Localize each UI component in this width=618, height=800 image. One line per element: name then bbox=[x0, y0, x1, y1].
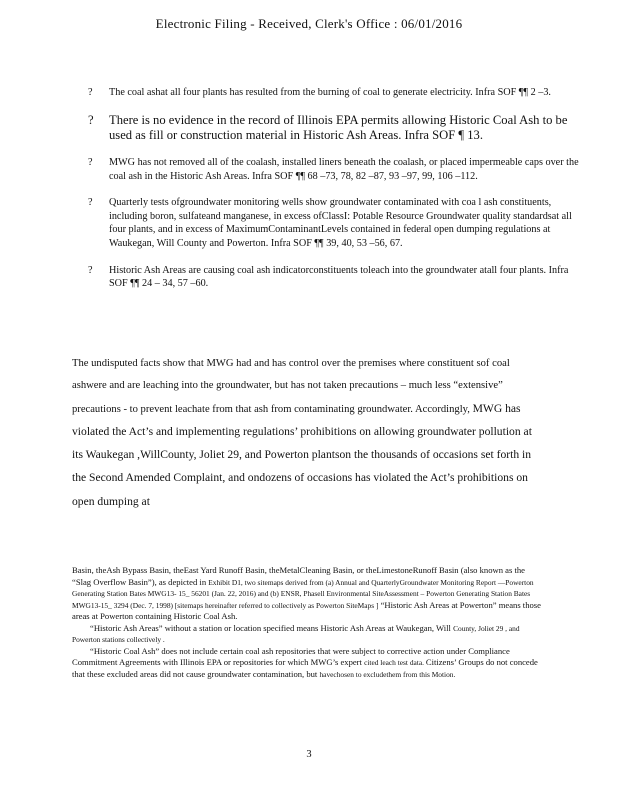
footnote-1-definition: “Historic Ash Areas at Powerton” means those areas at Powerton containing Historic Coal Ash. bbox=[72, 599, 541, 621]
page-number: 3 bbox=[306, 749, 312, 760]
bullet-text: Quarterly tests ofgroundwater monitoring wells show groundwater contaminated with coa l ash constituents, including boron, sulfateand manganese, in excess ofClassI: Potable Resource Groundwater quality standardsat all four plants, and in excess of MaximumContaminantLevels contained in federal open dumping regulations at Waukegan, Will County and Powerton. Infra SOF ¶¶ 39, 40, 53 –56, 67. bbox=[109, 197, 572, 249]
bullet-mark: ? bbox=[88, 197, 93, 209]
bullet-item bbox=[88, 156, 588, 183]
bullet-mark: ? bbox=[88, 264, 93, 276]
footnote-2-text: “Historic Ash Areas” without a station or location specified means Historic Ash Areas at Waukegan, Will bbox=[90, 622, 454, 633]
body-text-part1: The undisputed facts show that MWG had and has control over the premises where constituent sof coal ashwere and are leaching into the groundwater, but has not taken precautions – much less “extensive” precautions - to prevent leachate from that ash from contaminating groundwater. Accordingly, bbox=[72, 358, 510, 415]
body-text-part2: MWG has violated the Act’s and implementing regulations’ prohibitions on allowing groundwater pollution at its Waukegan ,WillCounty, Joliet 29, and Powerton plantson the thousands of occasions set forth in the Second Amended Complaint, and ondozens of occasions has violated the Act’s prohibitions on open dumping at bbox=[72, 401, 532, 508]
bullet-text: MWG has not removed all of the coalash, installed liners beneath the coalash, or placed impermeable caps over the coal ash in the Historic Ash Areas. Infra SOF ¶¶ 68 –73, 78, 82 –87, 93 –97, 99, 106 –112. bbox=[109, 157, 579, 182]
footnote-3 bbox=[72, 646, 542, 681]
body-paragraph bbox=[72, 353, 532, 514]
footnote-2-stations: County, Joliet 29 , and Powerton stations collectively . bbox=[72, 623, 520, 644]
bullet-item bbox=[88, 86, 588, 100]
footnote-1-citation: Exhibit D1, two sitemaps derived from (a) Annual and QuarterlyGroundwater Monitoring Report —Powerton Generating Station Bates MWG13- 15_ 56201 (Jan. 22, 2016) and (b) ENSR, Phasell Environmental SiteAssessment – Powerton Generating Station Bates MWG13-15_ 3294 (Dec. 7, 1998) [sitemaps hereinafter referred to collectively as Powerton SiteMaps ] bbox=[72, 577, 534, 610]
bullet-text: Historic Ash Areas are causing coal ash indicatorconstituents toleach into the groundwater atall four plants. Infra SOF ¶¶ 24 – 34, 57 –60. bbox=[109, 264, 569, 290]
footnote-2 bbox=[72, 623, 542, 646]
bullet-mark: ? bbox=[88, 87, 93, 98]
bullet-item bbox=[88, 196, 588, 250]
footnotes bbox=[72, 565, 542, 680]
bullet-text: The coal ashat all four plants has resulted from the burning of coal to generate electricity. Infra SOF ¶¶ 2 –3. bbox=[109, 87, 551, 98]
bullet-list bbox=[88, 86, 588, 304]
bullet-mark: ? bbox=[88, 157, 93, 168]
bullet-text: There is no evidence in the record of Illinois EPA permits allowing Historic Coal Ash to be used as fill or construction material in Historic Ash Areas. Infra SOF ¶ 13. bbox=[109, 112, 568, 142]
bullet-item bbox=[88, 113, 588, 143]
footnote-1 bbox=[72, 565, 542, 623]
filing-header: Electronic Filing - Received, Clerk's Office : 06/01/2016 bbox=[155, 16, 463, 31]
footnote-3-concession: Citizens’ Groups do not concede that these excluded areas did not cause groundwater contamination, but bbox=[72, 657, 538, 679]
footnote-1-text: Basin, theAsh Bypass Basin, theEast Yard Runoff Basin, theMetalCleaning Basin, or theLimestoneRunoff Basin (also known as the “Slag Overflow Basin”), as depicted in bbox=[72, 565, 525, 587]
footnote-3-excluded: havechosen to excludethem from this Motion. bbox=[319, 669, 456, 679]
bullet-mark: ? bbox=[88, 112, 94, 127]
bullet-item bbox=[88, 264, 588, 291]
footnote-3-text: “Historic Coal Ash” does not include certain coal ash repositories that were subject to corrective action under Compliance Commitment Agreements with Illinois EPA or repositories for which MWG’s expert bbox=[72, 645, 510, 667]
footnote-3-cited: cited leach test data. bbox=[364, 658, 426, 667]
